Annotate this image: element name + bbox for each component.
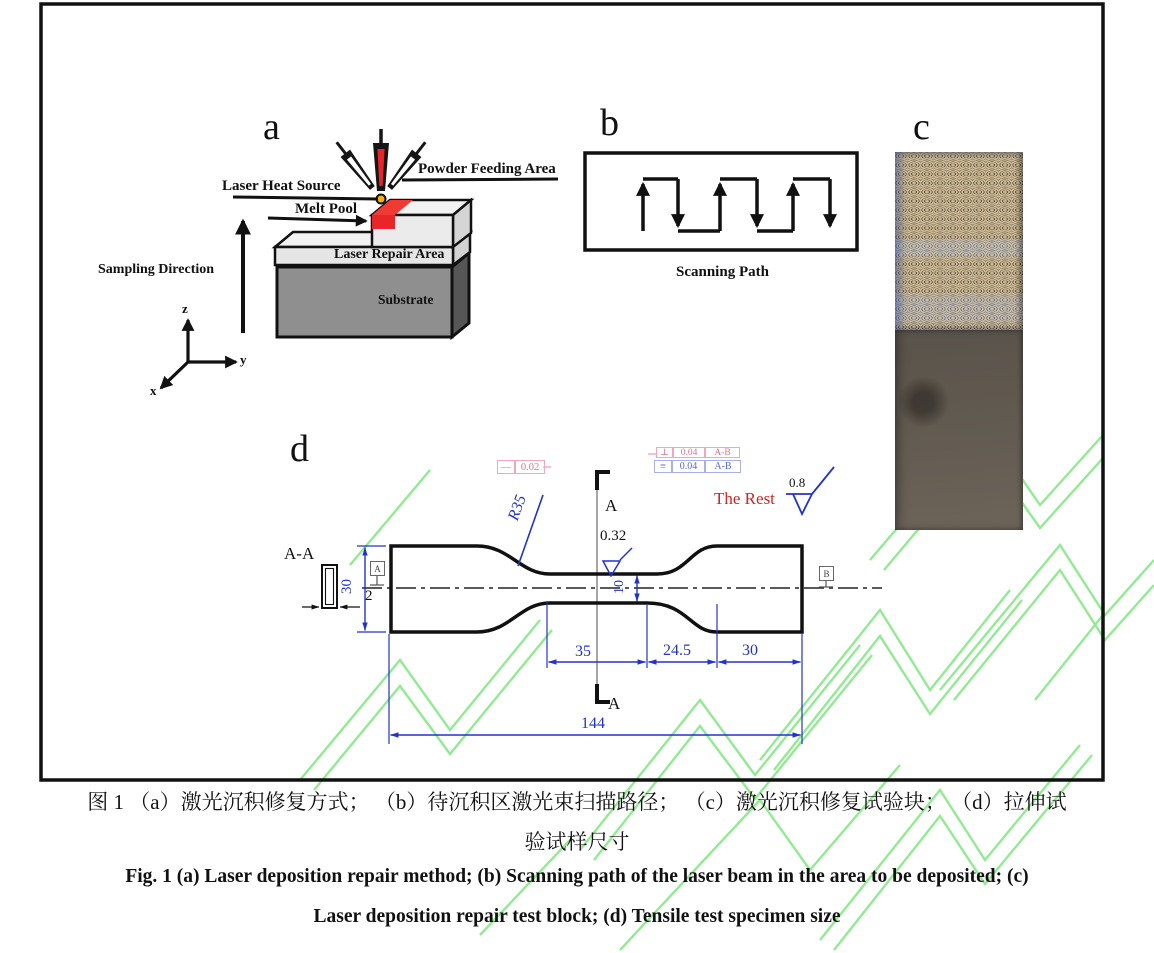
perpendicularity-value: 0.04 <box>673 447 705 458</box>
panel-c-label: c <box>913 106 930 148</box>
caption-zh-line2: 验试样尺寸 <box>524 830 630 854</box>
axis-y-label: y <box>240 352 247 367</box>
perpendicularity-symbol: ⊥ <box>656 447 673 458</box>
thickness-dim: 2 <box>365 588 373 604</box>
datum-b-box: B <box>819 566 834 581</box>
the-rest-label: The Rest <box>714 489 775 508</box>
section-mark-top-label: A <box>605 496 618 515</box>
panel-d-label: d <box>290 428 309 470</box>
total-length-dim: 144 <box>581 715 605 732</box>
flatness-value: 0.02 <box>515 460 545 474</box>
sampling-direction-label: Sampling Direction <box>98 262 215 277</box>
caption-en-line1: Fig. 1 (a) Laser deposition repair method; (b) Scanning path of the laser beam in the area to be deposited; (c) <box>125 866 1029 887</box>
substrate-label: Substrate <box>378 292 434 307</box>
perpendicularity-tolerance-frame <box>656 447 740 458</box>
section-view-label: A-A <box>284 544 315 563</box>
axis-x-label: x <box>150 383 157 398</box>
datum-a-box: A <box>370 561 385 576</box>
axis-z-label: z <box>182 301 188 316</box>
symmetry-datum: A-B <box>705 460 741 473</box>
laser-repair-area-label: Laser Repair Area <box>334 247 445 262</box>
deposit-photo-substrate-region <box>895 330 1023 530</box>
grip-dim: 30 <box>742 642 758 659</box>
caption-zh-line1: 图 1 （a）激光沉积修复方式； （b）待沉积区激光束扫描路径； （c）激光沉积修复试验块； （d）拉伸试 <box>87 790 1067 814</box>
powder-feeding-area-label: Powder Feeding Area <box>418 161 556 177</box>
scanning-path-label: Scanning Path <box>676 264 769 280</box>
roughness-rest-value: 0.8 <box>789 475 806 490</box>
flatness-symbol: — <box>497 460 515 474</box>
gauge-width-dim: 10 <box>612 580 627 594</box>
panel-d-drawing <box>302 454 882 744</box>
width-dim: 30 <box>339 579 355 594</box>
section-mark-bottom-label: A <box>608 694 621 713</box>
symmetry-symbol: ≡ <box>654 460 672 473</box>
panel-a-label: a <box>263 106 280 148</box>
melt-pool-label: Melt Pool <box>295 201 358 217</box>
perpendicularity-datum: A-B <box>705 447 740 458</box>
panel-b-label: b <box>600 102 619 144</box>
roughness-gauge-value: 0.32 <box>600 528 627 544</box>
symmetry-value: 0.04 <box>672 460 705 473</box>
radius-dim: R35 <box>505 492 530 523</box>
deposit-photo-textured-region <box>895 152 1023 330</box>
laser-heat-source-label: Laser Heat Source <box>222 178 341 194</box>
caption-en-line2: Laser deposition repair test block; (d) Tensile test specimen size <box>313 906 841 927</box>
transition-dim: 24.5 <box>663 642 691 659</box>
symmetry-tolerance-frame <box>654 460 741 473</box>
gauge-length-dim: 35 <box>575 643 591 660</box>
panel-b-scanning-path <box>585 153 857 250</box>
flatness-tolerance-frame <box>497 460 545 474</box>
